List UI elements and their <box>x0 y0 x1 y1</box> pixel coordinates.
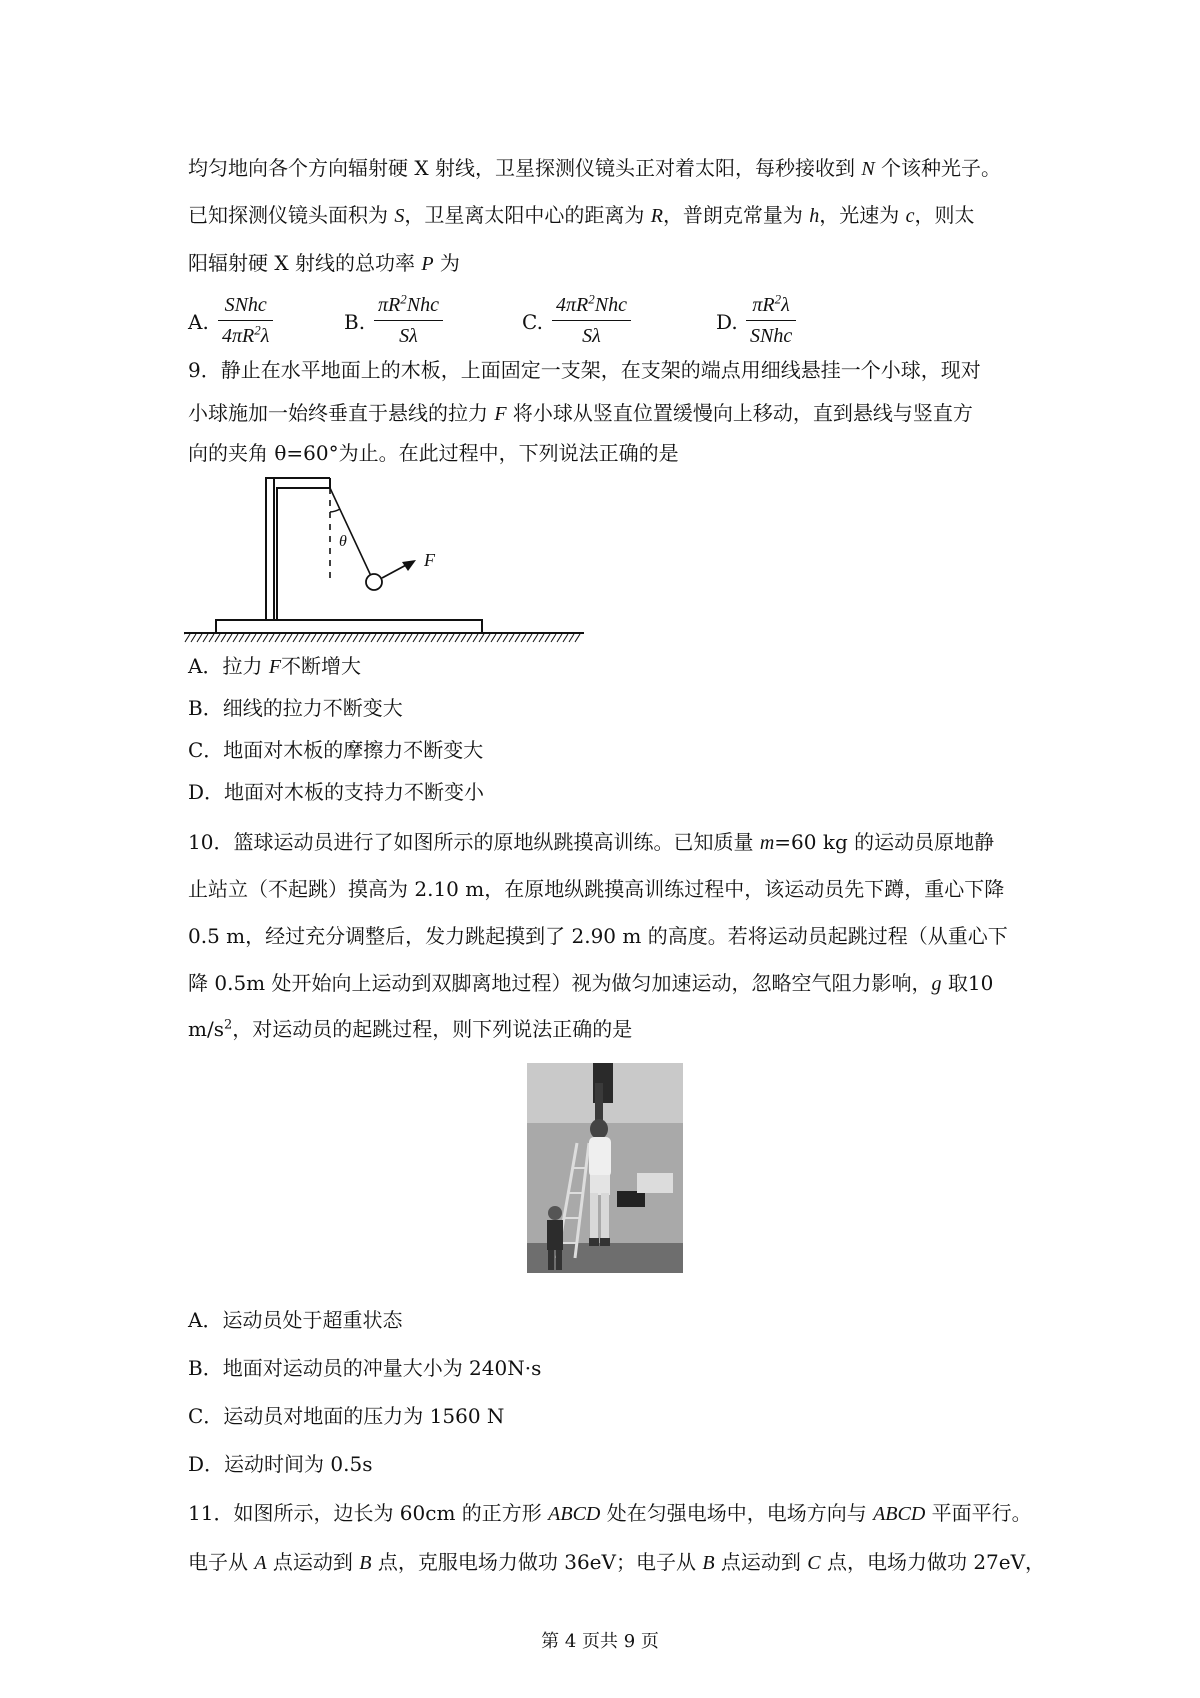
q10-line-5: $m/s^2$，对运动员的起跳过程，则下列说法正确的是 <box>188 1017 633 1041</box>
stand-frame-inner <box>277 488 330 620</box>
q9-line-3: 向的夹角 θ=60°为止。在此过程中，下列说法正确的是 <box>188 441 679 465</box>
q8-line-1: 均匀地向各个方向辐射硬 X 射线，卫星探测仪镜头正对着太阳，每秒接收到 N 个该种光子。 <box>188 156 1002 180</box>
q9-option-b: B．细线的拉力不断变大 <box>188 696 403 720</box>
ground-hatching <box>184 634 580 642</box>
wooden-board <box>216 620 482 633</box>
q9-line-2: 小球施加一始终垂直于悬线的拉力 F 将小球从竖直位置缓慢向上移动，直到悬线与竖直方 <box>188 401 973 425</box>
theta-label: θ <box>339 533 347 550</box>
force-label: F <box>424 550 435 570</box>
pendulum-string <box>330 488 371 576</box>
q10-option-c: C．运动员对地面的压力为 1560 N <box>188 1404 505 1428</box>
q10-line-1: 10．篮球运动员进行了如图所示的原地纵跳摸高训练。已知质量 m=60 kg 的运动员原地静 <box>188 830 995 854</box>
q10-option-b: B．地面对运动员的冲量大小为 240N·s <box>188 1356 542 1380</box>
q9-line-1: 9．静止在水平地面上的木板，上面固定一支架，在支架的端点用细线悬挂一个小球，现对 <box>188 358 981 382</box>
page-footer: 第 4 页共 9 页 <box>541 1631 659 1652</box>
q10-line-2: 止站立（不起跳）摸高为 2.10 m，在原地纵跳摸高训练过程中，该运动员先下蹲，重心下降 <box>188 877 1005 901</box>
q10-option-d: D．运动时间为 0.5s <box>188 1452 373 1476</box>
angle-arc <box>330 509 340 512</box>
q9-option-d: D．地面对木板的支持力不断变小 <box>188 780 485 804</box>
q10-option-a: A．运动员处于超重状态 <box>188 1308 403 1332</box>
q10-line-4: 降 0.5m 处开始向上运动到双脚离地过程）视为做匀加速运动，忽略空气阻力影响，g 取10 <box>188 971 994 995</box>
stand-frame <box>266 478 330 620</box>
q8-options: A. SNhc $4\pi R^2\lambda$ B. $\pi R^2Nhc$ Sλ C. $4\pi R^2Nhc$ Sλ D. $\pi R^2\lambda$ SNhc <box>188 290 1068 356</box>
q9-option-c: C．地面对木板的摩擦力不断变大 <box>188 738 484 762</box>
q9-option-a: A．拉力 F不断增大 <box>188 654 362 678</box>
q8-line-3: 阳辐射硬 X 射线的总功率 P 为 <box>188 251 460 275</box>
q11-line-1: 11．如图所示，边长为 60cm 的正方形 ABCD 处在匀强电场中，电场方向与 ABCD 平面平行。 <box>188 1501 1032 1525</box>
stand-post-outer <box>266 478 274 620</box>
jump-training-photo <box>527 1063 683 1273</box>
pendulum-figure <box>184 474 594 646</box>
q8-line-2: 已知探测仪镜头面积为 S，卫星离太阳中心的距离为 R，普朗克常量为 h，光速为 c，则太 <box>188 203 975 227</box>
force-arrow-shaft <box>382 564 408 578</box>
q11-line-2: 电子从 A 点运动到 B 点，克服电场力做功 36eV；电子从 B 点运动到 C 点，电场力做功 27eV， <box>188 1550 1046 1574</box>
ball <box>366 574 382 590</box>
q10-line-3: 0.5 m，经过充分调整后，发力跳起摸到了 2.90 m 的高度。若将运动员起跳过程（从重心下 <box>188 924 1008 948</box>
